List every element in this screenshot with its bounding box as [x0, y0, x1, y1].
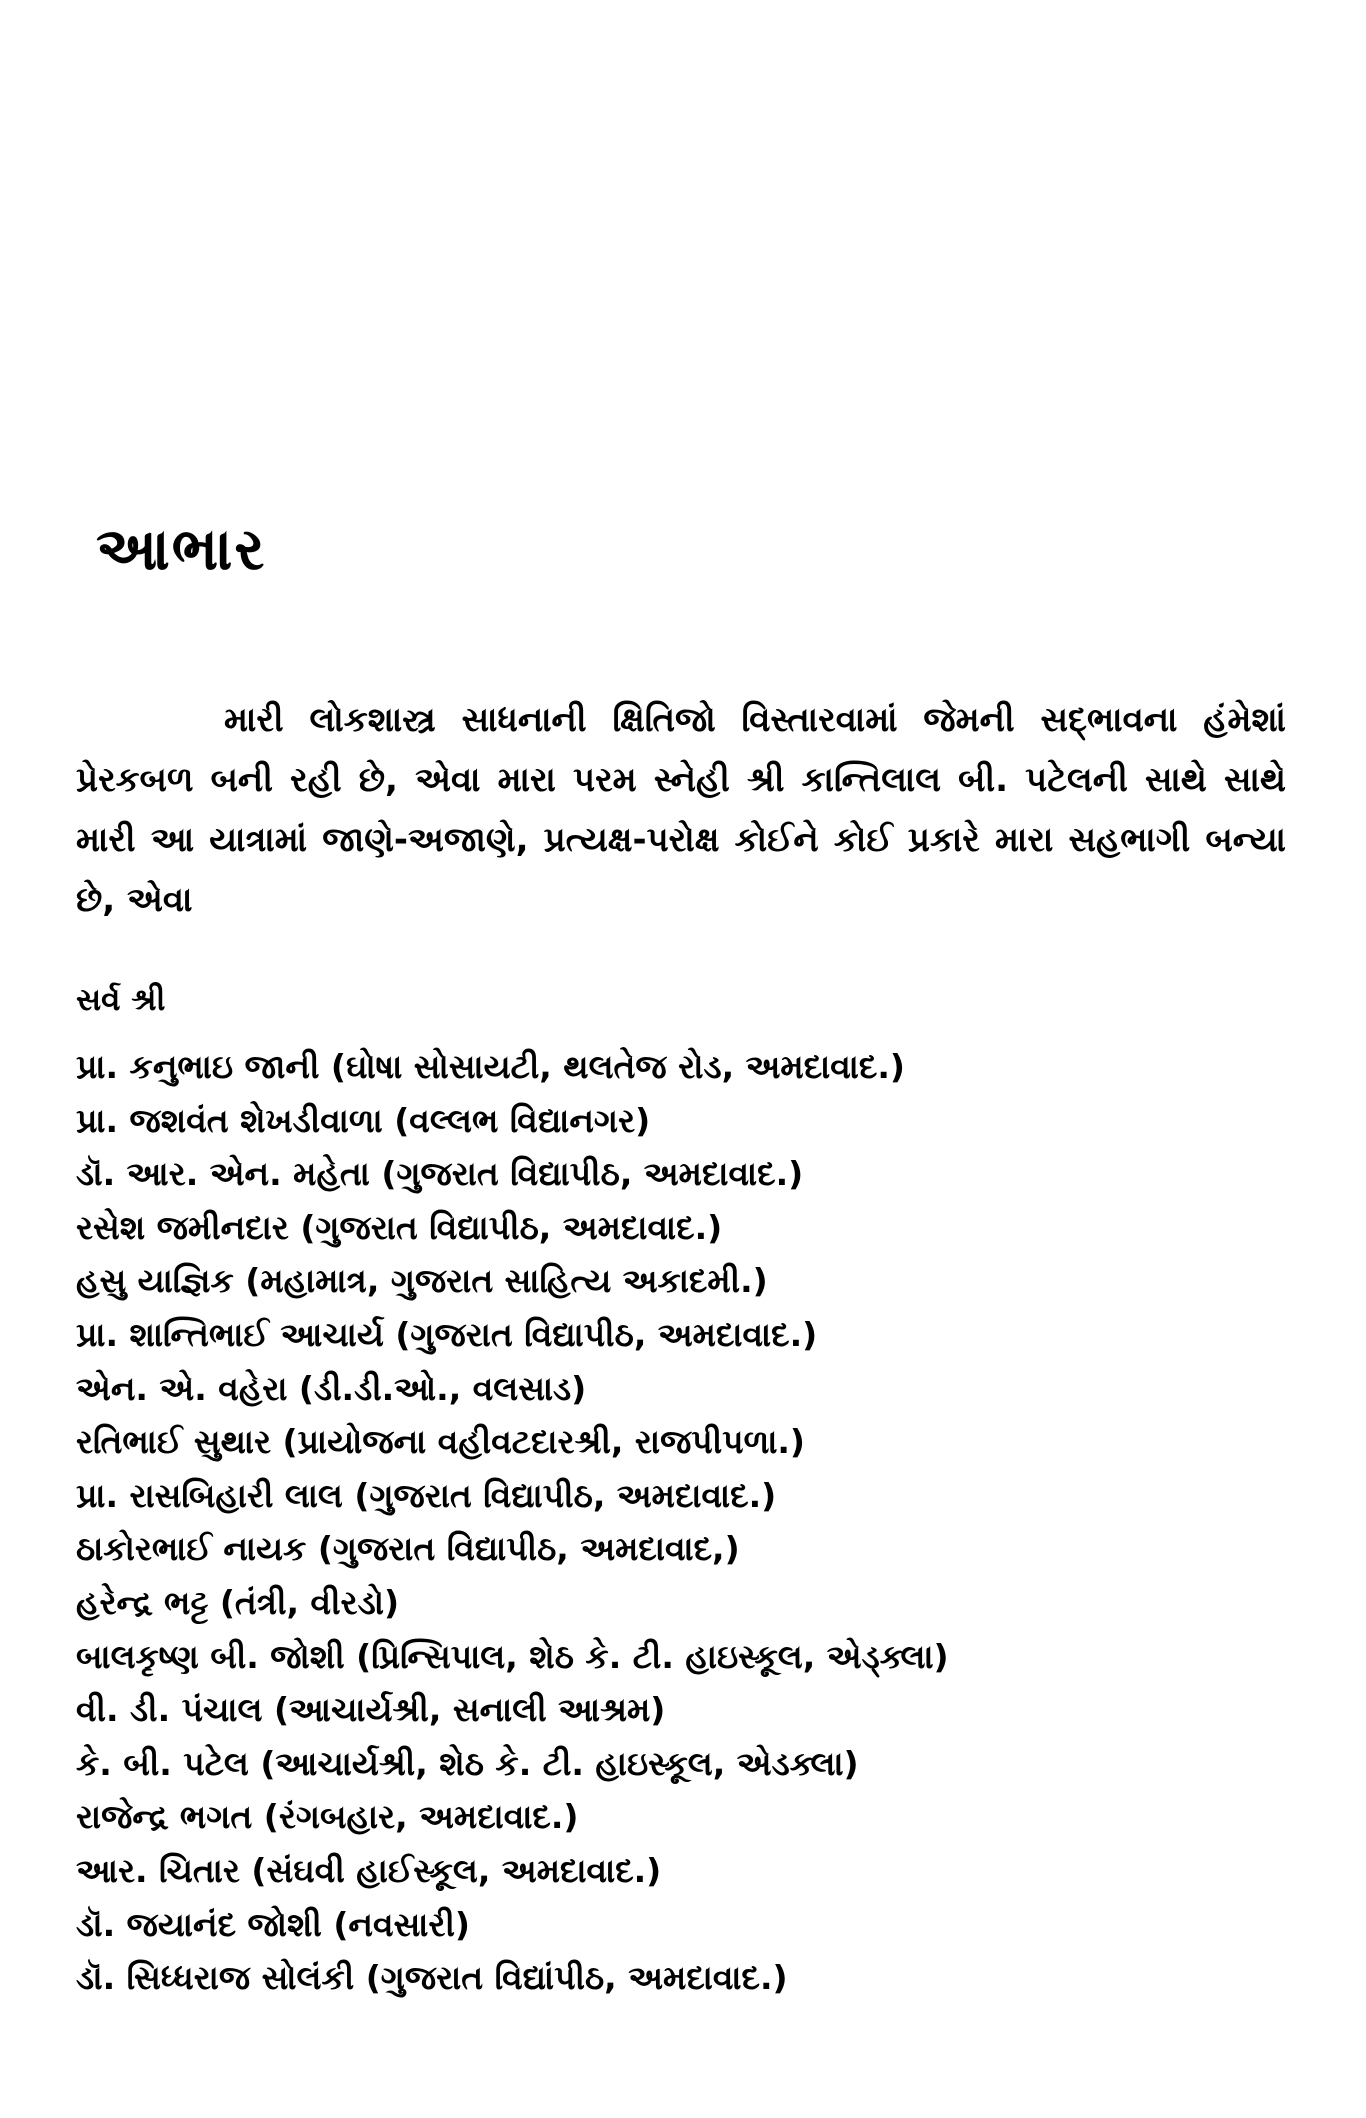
list-item: પ્રા. કનુભાઇ જાની (ઘોષા સોસાયટી, થલતેજ રોડ, અમદાવાદ.)	[76, 1047, 905, 1086]
list-item: પ્રા. રાસબિહારી લાલ (ગુજરાત વિદ્યાપીઠ, અમદાવાદ.)	[76, 1475, 777, 1515]
list-item: પ્રા. જશવંત શેખડીવાળા (વલ્લભ વિદ્યાનગર)	[76, 1100, 651, 1140]
list-item: ડૉ. આર. એન. મહેતા (ગુજરાત વિદ્યાપીઠ, અમદાવાદ.)	[76, 1154, 804, 1194]
intro-paragraph: મારી લોકશાસ્ત્ર સાધનાની ક્ષિતિજો વિસ્તારવામાં જેમની સદ્ભાવના હંમેશાં પ્રેરકબળ બની રહી છે, એવા મારા પરમ સ્નેહી શ્રી કાન્તિલાલ બી. પટેલની સાથે સાથે મારી આ યાત્રામાં જાણે-અજાણે, પ્રત્યક્ષ-પરોક્ષ કોઈને કોઈ પ્રકારે મારા સહભાગી બન્યા છે, એવા	[76, 700, 1286, 920]
list-item: ડૉ. જયાનંદ જોશી (નવસારી)	[76, 1904, 470, 1944]
list-item: રાજેન્દ્ર ભગત (રંગબહાર, અમદાવાદ.)	[76, 1797, 579, 1837]
list-item: હરેન્દ્ર ભટ્ટ (તંત્રી, વીરડો)	[76, 1582, 400, 1622]
list-item: ડૉ. સિધ્ધરાજ સોલંકી (ગુજરાત વિદ્યાંપીઠ, અમદાવાદ.)	[76, 1958, 788, 1998]
honorific-label: સર્વ શ્રી	[76, 982, 166, 1018]
list-item: પ્રા. શાન્તિભાઈ આચાર્ય (ગુજરાત વિદ્યાપીઠ, અમદાવાદ.)	[76, 1314, 818, 1354]
list-item: ઠાકોરભાઈ નાયક (ગુજરાત વિદ્યાપીઠ, અમદાવાદ,)	[76, 1529, 740, 1569]
list-item: આર. ચિતાર (સંઘવી હાઈસ્કૂલ, અમદાવાદ.)	[76, 1850, 662, 1890]
list-item: રસેશ જમીનદાર (ગુજરાત વિદ્યાપીઠ, અમદાવાદ.)	[76, 1207, 723, 1247]
list-item: બાલકૃષ્ણ બી. જોશી (પ્રિન્સિપાલ, શેઠ કે. ટી. હાઇસ્કૂલ, એડ્ક્લા)	[76, 1636, 949, 1676]
page-heading: આભાર	[96, 515, 267, 583]
list-item: એન. એ. વહેરા (ડી.ડી.ઓ., વલસાડ)	[76, 1368, 587, 1408]
names-list	[76, 1040, 1296, 2005]
list-item: હસુ યાજ્ઞિક (મહામાત્ર, ગુજરાત સાહિત્ય અકાદમી.)	[76, 1261, 768, 1301]
list-item: વી. ડી. પંચાલ (આચાર્યશ્રી, સનાલી આશ્રમ)	[76, 1690, 666, 1730]
list-item: કે. બી. પટેલ (આચાર્યશ્રી, શેઠ કે. ટી. હાઇસ્કૂલ, એડક્લા)	[76, 1743, 859, 1783]
list-item: રતિભાઈ સુથાર (પ્રાયોજના વહીવટદારશ્રી, રાજપીપળા.)	[76, 1422, 806, 1462]
